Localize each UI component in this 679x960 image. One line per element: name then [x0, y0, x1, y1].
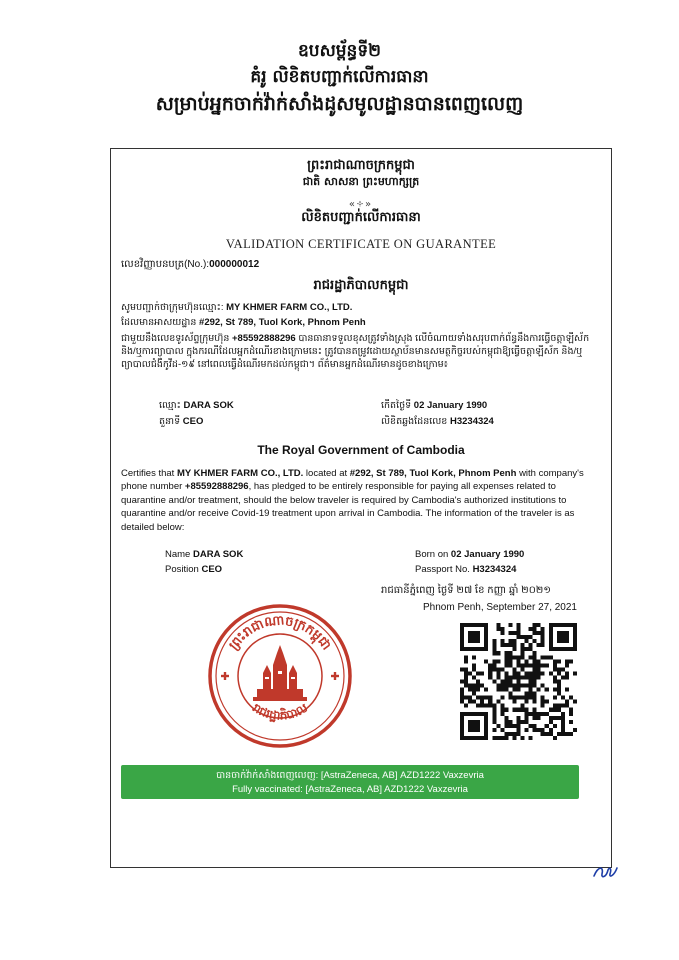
en-dob-row	[415, 549, 524, 560]
certificate-frame	[110, 148, 612, 868]
en-address: #292, St 789, Tuol Kork, Phnom Penh	[349, 468, 517, 479]
ornament-icon: «༓»	[348, 199, 374, 210]
seal-text-top: ព្រះរាជាណាចក្រកម្ពុជា	[226, 613, 334, 654]
en-position-value: CEO	[201, 564, 223, 575]
en-passport-value: H3234324	[472, 564, 517, 575]
annex-template-title: គំរូ លិខិតបញ្ជាក់លើការធានា	[250, 67, 429, 87]
en-pledge-body: , has pledged to be entirely responsible for paying all expenses related to quarantine and/or treatment, should the below traveler is required by Cambodia's authorized institutions to quarantine and/or receive Covid-19 treatment upon arrival in Cambodia. The information of the traveler is as detailed below:	[121, 481, 575, 533]
en-position-row	[165, 564, 222, 575]
vaccination-text-km: បានចាក់វ៉ាក់សាំងពេញលេញ: [AstraZeneca, AB] AZD1222 Vaxzevria	[216, 770, 484, 781]
vaccination-text-en: Fully vaccinated: [AstraZeneca, AB] AZD1222 Vaxzevria	[232, 784, 468, 795]
km-name-row	[159, 399, 234, 413]
certificate-number-label: លេខវិញ្ញាបនបត្រ(No.):	[121, 259, 210, 270]
en-passport-row	[415, 564, 516, 575]
km-name-label: ឈ្មោះ	[159, 400, 181, 411]
km-passport-label: លិខិតឆ្លងដែនលេខ	[381, 416, 448, 427]
en-located: located at	[305, 468, 348, 479]
km-company-line	[121, 301, 352, 315]
certificate-number	[121, 257, 259, 272]
qr-code-icon[interactable]	[460, 623, 577, 740]
en-with-phone: with company's phone number	[121, 468, 584, 493]
en-dob-value: 02 January 1990	[450, 549, 525, 560]
signature-date-km: រាជធានីភ្នំពេញ ថ្ងៃទី ២៧ ខែ កញ្ញា ឆ្នាំ ២០២១	[381, 585, 551, 596]
km-passport-value: H3234324	[449, 416, 494, 427]
handwritten-initial	[590, 858, 620, 884]
km-address-value: #292, St 789, Tuol Kork, Phnom Penh	[199, 317, 366, 328]
annex-subtitle: សម្រាប់អ្នកចាក់វ៉ាក់សាំងដូសមូលដ្ឋានបានពេញលេញ	[155, 93, 524, 115]
km-position-label: តួនាទី	[159, 416, 181, 427]
km-company-prefix: សូមបញ្ជាក់ថាក្រុមហ៊ុនឈ្មោះ:	[121, 302, 224, 313]
en-name-row	[165, 549, 243, 560]
certificate-title-en: VALIDATION CERTIFICATE ON GUARANTEE	[225, 237, 497, 251]
km-dob-label: កើតថ្ងៃទី	[381, 400, 412, 411]
km-position-value: CEO	[182, 416, 204, 427]
vaccination-banner	[121, 765, 579, 799]
en-pledge-paragraph	[121, 467, 603, 534]
en-certifies: Certifies that	[121, 468, 175, 479]
en-name-value: DARA SOK	[192, 549, 244, 560]
kingdom-title: ព្រះរាជាណាចក្រកម្ពុជា	[307, 158, 415, 173]
en-phone: +85592888296	[184, 481, 249, 493]
en-name-label: Name	[165, 549, 191, 560]
km-dob-row	[381, 399, 487, 413]
en-dob-label: Born on	[415, 549, 449, 560]
signature-date-en: Phnom Penh, September 27, 2021	[423, 602, 577, 613]
certificate-number-value: 000000012	[209, 259, 260, 270]
government-title-km: រាជរដ្ឋាភិបាលកម្ពុជា	[313, 278, 409, 293]
government-seal-icon	[207, 603, 353, 749]
km-phone-prefix: ជាមួយនឹងលេខទូរស័ព្ទក្រុមហ៊ុន	[121, 333, 230, 344]
en-position-label: Position	[165, 564, 199, 575]
km-pledge-paragraph	[121, 332, 603, 371]
km-company-name-value: MY KHMER FARM CO., LTD.	[226, 302, 353, 313]
km-phone-value: +85592888296	[232, 333, 296, 344]
annex-number: ឧបសម្ព័ន្ធទី២	[297, 41, 381, 61]
en-passport-label: Passport No.	[415, 564, 470, 575]
km-name-value: DARA SOK	[183, 400, 234, 411]
km-address-line	[121, 316, 366, 330]
seal-text-bottom: រាជរដ្ឋាភិបាល	[249, 700, 311, 723]
en-company-name: MY KHMER FARM CO., LTD.	[176, 468, 304, 479]
km-passport-row	[381, 415, 494, 429]
km-pledge-text: បានធានាទទួលខុសត្រូវទាំងស្រុង លើចំណាយទាំងសរុបពាក់ព័ន្ធនឹងការធ្វើចត្តាឡីស័ក និង/ឬការព្យាបាល ក្នុងករណីដែលអ្នកដំណើរខាងក្រោមនេះ ត្រូវបានតម្រូវដោយស្ថាប័នមានសមត្ថកិច្ចរបស់កម្ពុជាឱ្យធ្វើចត្តាឡីស័ក និង/ឬព្យាបាលជំងឺកូវីដ-១៩ នៅពេលធ្វើដំណើរមកដល់កម្ពុជា។ ព័ត៌មានអ្នកដំណើរមានដូចខាងក្រោម៖	[121, 333, 590, 370]
government-title-en: The Royal Government of Cambodia	[257, 443, 465, 457]
km-dob-value: 02 January 1990	[413, 400, 488, 411]
national-motto: ជាតិ សាសនា ព្រះមហាក្សត្រ	[302, 175, 420, 188]
certificate-title-km: លិខិតបញ្ជាក់លើការធានា	[301, 210, 421, 225]
km-position-row	[159, 415, 203, 429]
km-address-prefix: ដែលមានអាសយដ្ឋាន	[121, 317, 197, 328]
